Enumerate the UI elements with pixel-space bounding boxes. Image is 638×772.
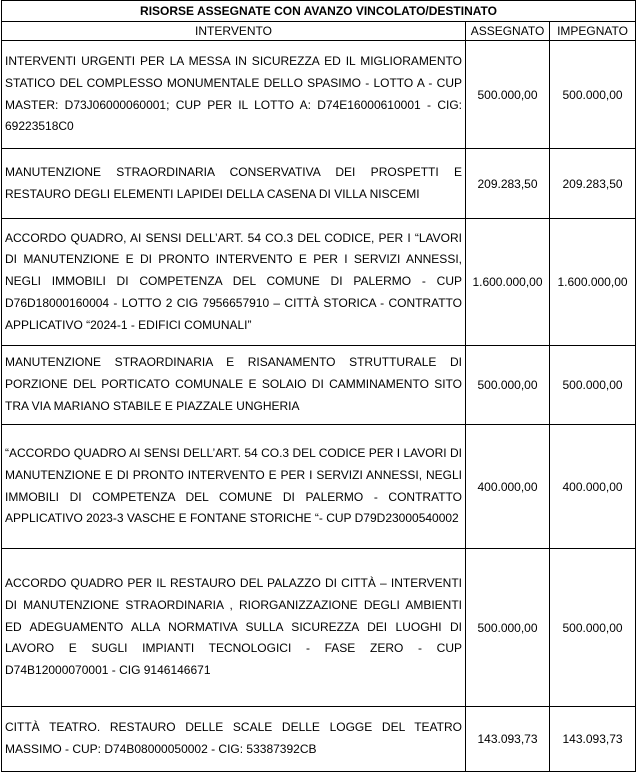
table-row bbox=[2, 219, 636, 346]
table-row bbox=[2, 346, 636, 425]
intervento-cell: MANUTENZIONE STRAORDINARIA E RISANAMENTO STRUTTURALE DI PORZIONE DEL PORTICATO COMUNALE E SOLAIO DI CAMMINAMENTO SITO TRA VIA MARIANO STABILE E PIAZZALE UNGHERIA bbox=[2, 346, 466, 425]
intervento-cell: CITTÀ TEATRO. RESTAURO DELLE SCALE DELLE LOGGE DEL TEATRO MASSIMO - CUP: D74B08000050002 - CIG: 53387392CB bbox=[2, 707, 466, 772]
assegnato-cell: 500.000,00 bbox=[466, 549, 550, 707]
impegnato-cell: 1.600.000,00 bbox=[550, 219, 636, 346]
column-header-intervento: INTERVENTO bbox=[2, 22, 466, 41]
title-row bbox=[2, 1, 636, 22]
impegnato-cell: 209.283,50 bbox=[550, 149, 636, 219]
assegnato-cell: 1.600.000,00 bbox=[466, 219, 550, 346]
column-header-impegnato: IMPEGNATO bbox=[550, 22, 636, 41]
impegnato-cell: 143.093,73 bbox=[550, 707, 636, 772]
spreadsheet-table bbox=[1, 0, 635, 772]
impegnato-cell: 500.000,00 bbox=[550, 41, 636, 149]
impegnato-cell: 500.000,00 bbox=[550, 549, 636, 707]
table-row bbox=[2, 425, 636, 549]
impegnato-cell: 400.000,00 bbox=[550, 425, 636, 549]
table-title: RISORSE ASSEGNATE CON AVANZO VINCOLATO/DESTINATO bbox=[2, 1, 636, 22]
intervento-cell: ACCORDO QUADRO, AI SENSI DELL’ART. 54 CO.3 DEL CODICE, PER I “LAVORI DI MANUTENZIONE E DI PRONTO INTERVENTO E PER I SERVIZI ANNESSI, NEGLI IMMOBILI DI COMPETENZA DEL COMUNE DI PALERMO - CUP D76D18000160004 - LOTTO 2 CIG 7956657910 – CITTÀ STORICA - CONTRATTO APPLICATIVO “2024-1 - EDIFICI COMUNALI” bbox=[2, 219, 466, 346]
header-row bbox=[2, 22, 636, 41]
table-row bbox=[2, 41, 636, 149]
assegnato-cell: 209.283,50 bbox=[466, 149, 550, 219]
intervento-cell: INTERVENTI URGENTI PER LA MESSA IN SICUREZZA ED IL MIGLIORAMENTO STATICO DEL COMPLESSO MONUMENTALE DELLO SPASIMO - LOTTO A - CUP MASTER: D73J06000060001; CUP PER IL LOTTO A: D74E16000610001 - CIG: 69223518C0 bbox=[2, 41, 466, 149]
assegnato-cell: 500.000,00 bbox=[466, 41, 550, 149]
intervento-cell: MANUTENZIONE STRAORDINARIA CONSERVATIVA DEI PROSPETTI E RESTAURO DEGLI ELEMENTI LAPIDEI DELLA CASENA DI VILLA NISCEMI bbox=[2, 149, 466, 219]
resources-table bbox=[1, 0, 636, 772]
table-row bbox=[2, 707, 636, 772]
assegnato-cell: 500.000,00 bbox=[466, 346, 550, 425]
column-header-assegnato: ASSEGNATO bbox=[466, 22, 550, 41]
intervento-cell: ACCORDO QUADRO PER IL RESTAURO DEL PALAZZO DI CITTÀ – INTERVENTI DI MANUTENZIONE STRAORDINARIA , RIORGANIZZAZIONE DEGLI AMBIENTI ED ADEGUAMENTO ALLA NORMATIVA SULLA SICUREZZA DEI LUOGHI DI LAVORO E SUGLI IMPIANTI TECNOLOGICI - FASE ZERO - CUP D74B12000070001 - CIG 9146146671 bbox=[2, 549, 466, 707]
assegnato-cell: 400.000,00 bbox=[466, 425, 550, 549]
table-row bbox=[2, 149, 636, 219]
intervento-cell: “ACCORDO QUADRO AI SENSI DELL’ART. 54 CO.3 DEL CODICE PER I LAVORI DI MANUTENZIONE E DI PRONTO INTERVENTO E PER I SERVIZI ANNESSI, NEGLI IMMOBILI DI COMPETENZA DEL COMUNE DI PALERMO - CONTRATTO APPLICATIVO 2023-3 VASCHE E FONTANE STORICHE “- CUP D79D23000540002 bbox=[2, 425, 466, 549]
table-row bbox=[2, 549, 636, 707]
assegnato-cell: 143.093,73 bbox=[466, 707, 550, 772]
impegnato-cell: 500.000,00 bbox=[550, 346, 636, 425]
